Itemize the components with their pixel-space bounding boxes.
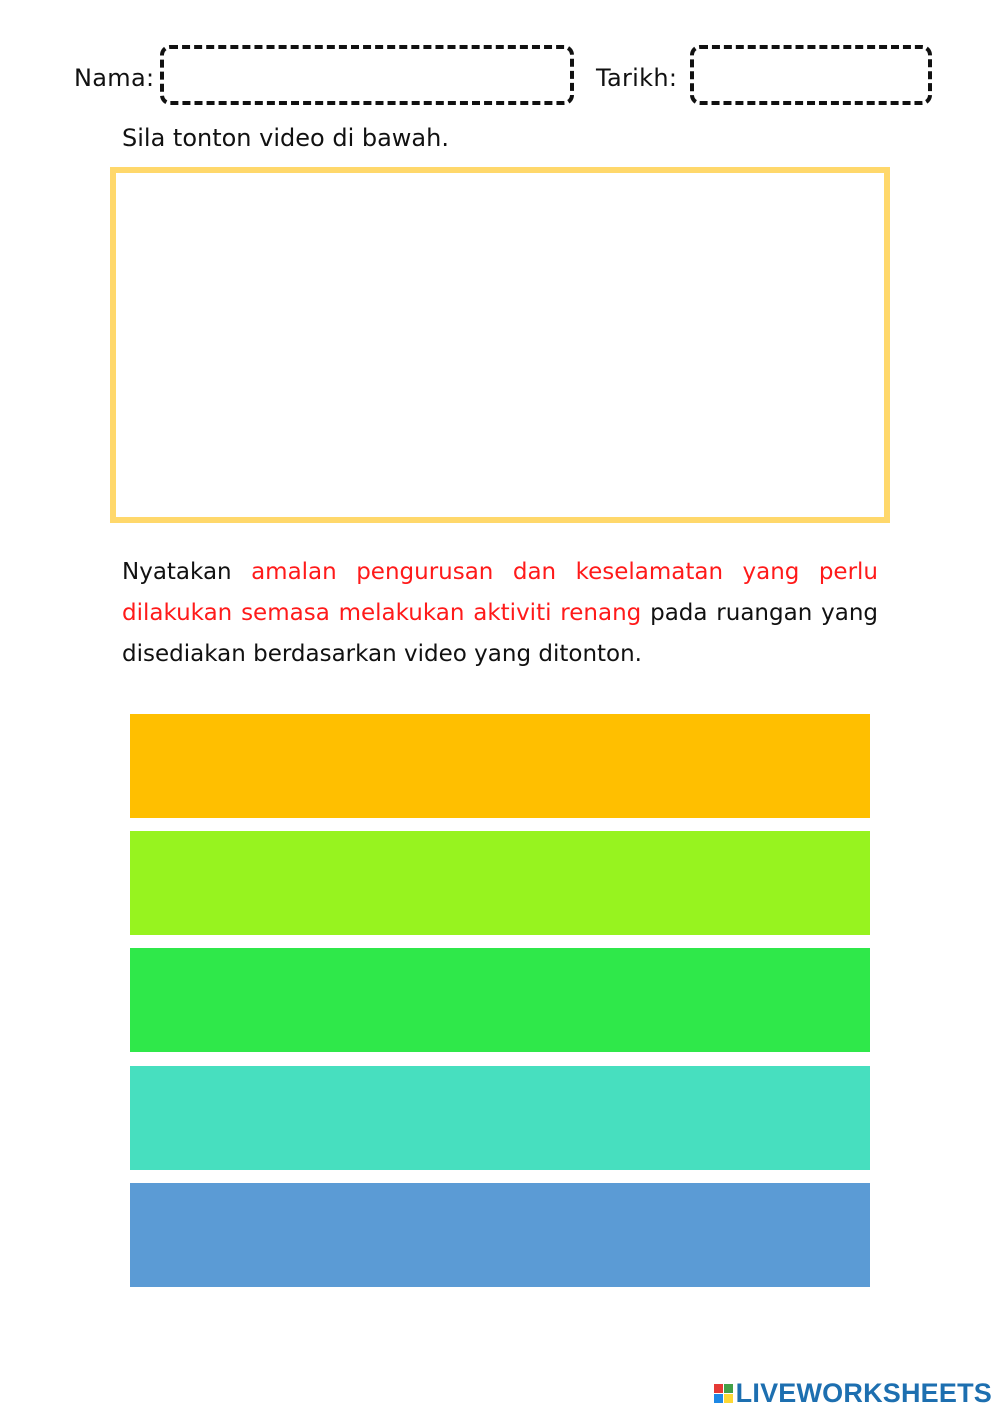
answer-box-5[interactable] [130,1183,870,1287]
instruction-text: Sila tonton video di bawah. [122,124,449,152]
question-part-1: Nyatakan [122,559,252,585]
answer-box-4[interactable] [130,1066,870,1170]
name-field[interactable] [160,45,574,105]
logo-square-1 [714,1384,723,1393]
question-text [122,552,878,675]
name-label: Nama: [74,64,155,92]
logo-square-2 [724,1384,733,1393]
date-label: Tarikh: [596,64,678,92]
logo-square-3 [714,1394,723,1403]
video-frame[interactable] [110,167,890,523]
question-highlight: amalan pengurusan dan keselamatan yang perlu dilakukan semasa melakukan aktiviti renang [122,559,879,626]
answer-box-3[interactable] [130,948,870,1052]
answer-box-2[interactable] [130,831,870,935]
liveworksheets-logo-icon [714,1384,733,1403]
brand-text: LIVEWORKSHEETS [735,1377,992,1408]
answer-box-1[interactable] [130,714,870,818]
logo-square-4 [724,1394,733,1403]
date-field[interactable] [690,45,932,105]
question-part-2: pada ruangan yang disediakan berdasarkan video yang ditonton. [122,600,878,667]
brand[interactable] [714,1378,992,1408]
